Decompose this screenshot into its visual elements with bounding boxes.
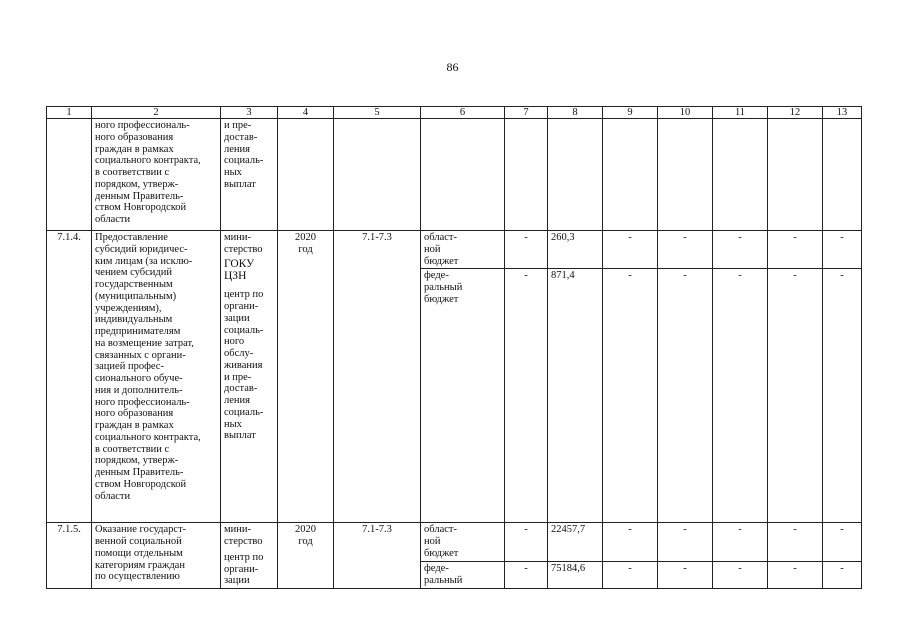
cell-c8: 871,4: [548, 269, 603, 523]
row-executor: [221, 231, 278, 523]
executor-center: центр по органи- зации: [224, 551, 264, 587]
funding-source: област- ной бюджет: [421, 523, 505, 562]
cell-c9: -: [603, 231, 658, 269]
executor-ministry: мини- стерство: [224, 232, 263, 255]
cell-c10: -: [658, 269, 713, 523]
column-number-row: [47, 107, 862, 119]
cell-c12: -: [768, 562, 823, 589]
cell-c8: 75184,6: [548, 562, 603, 589]
row-description: Предоставление субсидий юридичес- ким лицам (за исклю- чением субсидий государственным (муниципальным) учреждениям), индивидуальным предпринимателям на возмещение затрат, связанных с органи- зацией профес- сионального обуче- ния и дополнитель- ного профессиональ- ного образования граждан в рамках социального контракта, в соответствии с порядком, утверж- денным Правитель- ством Новгородской области: [92, 231, 221, 523]
cell-c10: -: [658, 523, 713, 562]
continued-description: ного профессиональ- ного образования граждан в рамках социального контракта, в соответствии с порядком, утверж- денным Правитель- ством Новгородской области: [92, 119, 221, 231]
col-header: 1: [47, 107, 92, 119]
funding-source: област- ной бюджет: [421, 231, 505, 269]
row-executor: [221, 523, 278, 589]
col-header: 8: [548, 107, 603, 119]
cell-c13: -: [823, 269, 862, 523]
cell-c11: -: [713, 523, 768, 562]
page-number: 86: [446, 60, 459, 74]
cell-c7: -: [505, 231, 548, 269]
col-header: 5: [334, 107, 421, 119]
cell-c13: -: [823, 562, 862, 589]
row-year: 2020 год: [278, 523, 334, 589]
row-year: 2020 год: [278, 231, 334, 523]
cell-c11: -: [713, 231, 768, 269]
col-header: 9: [603, 107, 658, 119]
program-table: [46, 106, 862, 589]
col-header: 6: [421, 107, 505, 119]
cell-c10: -: [658, 562, 713, 589]
cell-c7: -: [505, 562, 548, 589]
cell-c11: -: [713, 562, 768, 589]
executor-gokucnz: ГОКУ ЦЗН: [224, 257, 255, 283]
col-header: 13: [823, 107, 862, 119]
cell-c9: -: [603, 562, 658, 589]
col-header: 10: [658, 107, 713, 119]
continued-executor: и пре- достав- ления социаль- ных выплат: [221, 119, 278, 231]
row-target: 7.1-7.3: [334, 523, 421, 589]
row-number: 7.1.4.: [47, 231, 92, 523]
col-header: 12: [768, 107, 823, 119]
cell-c13: -: [823, 231, 862, 269]
cell-c11: -: [713, 269, 768, 523]
col-header: 11: [713, 107, 768, 119]
col-header: 3: [221, 107, 278, 119]
cell-c9: -: [603, 523, 658, 562]
cell-c7: -: [505, 269, 548, 523]
cell-c12: -: [768, 269, 823, 523]
cell-c8: 22457,7: [548, 523, 603, 562]
col-header: 2: [92, 107, 221, 119]
table-row-continued: [47, 119, 862, 231]
funding-source: феде- ральный бюджет: [421, 269, 505, 523]
table-row-7-1-5: [47, 523, 862, 562]
table-row-7-1-4: [47, 231, 862, 269]
col-header: 7: [505, 107, 548, 119]
row-description: Оказание государст- венной социальной помощи отдельным категориям граждан по осуществлению: [92, 523, 221, 589]
cell-c7: -: [505, 523, 548, 562]
cell-c12: -: [768, 231, 823, 269]
row-number: 7.1.5.: [47, 523, 92, 589]
col-header: 4: [278, 107, 334, 119]
funding-source: феде- ральный: [421, 562, 505, 589]
row-target: 7.1-7.3: [334, 231, 421, 523]
cell-c9: -: [603, 269, 658, 523]
cell-c10: -: [658, 231, 713, 269]
cell-c8: 260,3: [548, 231, 603, 269]
executor-center: центр по органи- зации социаль- ного обслу- живания и пре- достав- ления социаль- ных выплат: [224, 289, 264, 442]
cell-c13: -: [823, 523, 862, 562]
executor-ministry: мини- стерство: [224, 524, 263, 547]
cell-c12: -: [768, 523, 823, 562]
